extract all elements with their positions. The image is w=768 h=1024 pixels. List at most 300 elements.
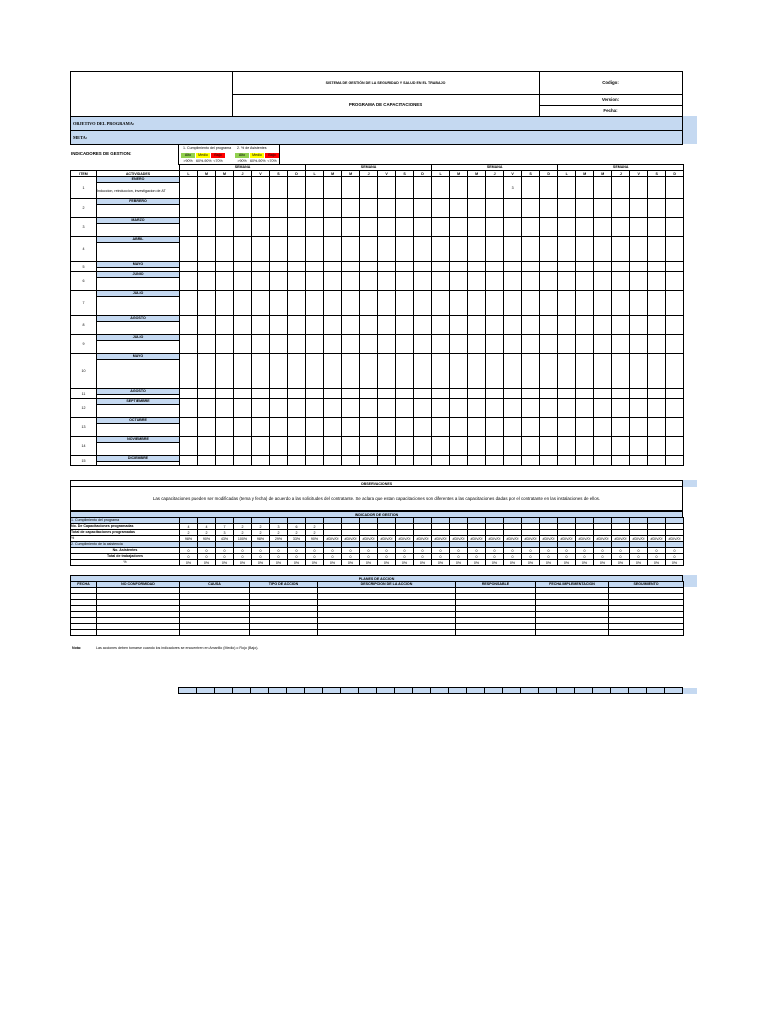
day-cell[interactable]	[630, 389, 648, 399]
day-cell[interactable]	[360, 335, 378, 354]
asist-value[interactable]: 0	[216, 548, 234, 554]
day-cell[interactable]	[360, 418, 378, 437]
day-cell[interactable]	[504, 272, 522, 291]
prog-value[interactable]: 3	[270, 524, 288, 530]
day-cell[interactable]	[288, 399, 306, 418]
day-cell[interactable]	[558, 389, 576, 399]
trab-value[interactable]: 0	[306, 554, 324, 560]
day-cell[interactable]	[666, 177, 684, 199]
day-cell[interactable]	[522, 389, 540, 399]
day-cell[interactable]	[558, 199, 576, 218]
day-cell[interactable]	[378, 291, 396, 316]
day-cell[interactable]	[648, 262, 666, 272]
day-cell[interactable]	[594, 199, 612, 218]
day-cell[interactable]	[270, 199, 288, 218]
day-cell[interactable]	[468, 399, 486, 418]
day-cell[interactable]	[396, 316, 414, 335]
day-cell[interactable]	[252, 218, 270, 237]
planes-cell[interactable]	[250, 630, 318, 636]
day-cell[interactable]	[306, 418, 324, 437]
day-cell[interactable]	[522, 272, 540, 291]
trab-value[interactable]: 0	[486, 554, 504, 560]
asist-value[interactable]: 0	[378, 548, 396, 554]
day-cell[interactable]	[630, 262, 648, 272]
trab-value[interactable]: 0	[576, 554, 594, 560]
day-cell[interactable]	[216, 262, 234, 272]
trab-value[interactable]: 0	[342, 554, 360, 560]
day-cell[interactable]	[648, 291, 666, 316]
day-cell[interactable]	[198, 437, 216, 456]
day-cell[interactable]	[234, 418, 252, 437]
day-cell[interactable]	[576, 316, 594, 335]
day-cell[interactable]	[378, 437, 396, 456]
day-cell[interactable]	[252, 272, 270, 291]
day-cell[interactable]	[198, 399, 216, 418]
day-cell[interactable]	[396, 335, 414, 354]
day-cell[interactable]	[342, 272, 360, 291]
activity-cell[interactable]	[97, 341, 180, 354]
day-cell[interactable]	[540, 272, 558, 291]
planes-cell[interactable]	[71, 630, 97, 636]
day-cell[interactable]	[468, 316, 486, 335]
asist-value[interactable]: 0	[324, 548, 342, 554]
day-cell[interactable]	[666, 399, 684, 418]
total-value[interactable]: 3	[216, 530, 234, 536]
day-cell[interactable]	[306, 199, 324, 218]
day-cell[interactable]	[306, 272, 324, 291]
day-cell[interactable]	[270, 218, 288, 237]
planes-cell[interactable]	[318, 630, 456, 636]
day-cell[interactable]	[558, 418, 576, 437]
total-value[interactable]: 2	[252, 530, 270, 536]
day-cell[interactable]	[612, 272, 630, 291]
day-cell[interactable]	[666, 291, 684, 316]
day-cell[interactable]	[630, 418, 648, 437]
asist-value[interactable]: 0	[522, 548, 540, 554]
day-cell[interactable]	[270, 437, 288, 456]
day-cell[interactable]	[648, 218, 666, 237]
day-cell[interactable]	[324, 291, 342, 316]
day-cell[interactable]	[216, 418, 234, 437]
asist-value[interactable]: 0	[252, 548, 270, 554]
day-cell[interactable]	[324, 335, 342, 354]
asist-value[interactable]: 0	[270, 548, 288, 554]
day-cell[interactable]	[252, 456, 270, 466]
day-cell[interactable]	[432, 262, 450, 272]
day-cell[interactable]	[522, 399, 540, 418]
day-cell[interactable]	[432, 316, 450, 335]
day-cell[interactable]	[216, 237, 234, 262]
day-cell[interactable]	[378, 199, 396, 218]
day-cell[interactable]	[504, 418, 522, 437]
day-cell[interactable]	[270, 316, 288, 335]
day-cell[interactable]	[360, 218, 378, 237]
trab-value[interactable]: 0	[198, 554, 216, 560]
day-cell[interactable]	[252, 335, 270, 354]
day-cell[interactable]	[450, 237, 468, 262]
day-cell[interactable]	[666, 237, 684, 262]
day-cell[interactable]	[414, 418, 432, 437]
asist-value[interactable]: 0	[360, 548, 378, 554]
day-cell[interactable]	[252, 418, 270, 437]
day-cell[interactable]	[468, 456, 486, 466]
prog-value[interactable]: 6	[288, 524, 306, 530]
day-cell[interactable]	[324, 237, 342, 262]
day-cell[interactable]	[450, 456, 468, 466]
day-cell[interactable]	[180, 316, 198, 335]
day-cell[interactable]	[396, 418, 414, 437]
day-cell[interactable]	[504, 291, 522, 316]
day-cell[interactable]	[306, 335, 324, 354]
day-cell[interactable]	[396, 354, 414, 389]
day-cell[interactable]	[486, 456, 504, 466]
day-cell[interactable]	[522, 262, 540, 272]
activity-cell[interactable]	[97, 443, 180, 456]
day-cell[interactable]	[252, 177, 270, 199]
day-cell[interactable]	[612, 218, 630, 237]
day-cell[interactable]	[450, 291, 468, 316]
prog-value[interactable]: 2	[252, 524, 270, 530]
day-cell[interactable]	[630, 399, 648, 418]
day-cell[interactable]	[432, 389, 450, 399]
day-cell[interactable]	[324, 354, 342, 389]
day-cell[interactable]	[198, 418, 216, 437]
day-cell[interactable]	[450, 218, 468, 237]
asist-value[interactable]: 0	[288, 548, 306, 554]
day-cell[interactable]	[234, 354, 252, 389]
trab-value[interactable]: 0	[504, 554, 522, 560]
day-cell[interactable]	[270, 262, 288, 272]
total-value[interactable]: 2	[288, 530, 306, 536]
day-cell[interactable]	[612, 399, 630, 418]
day-cell[interactable]	[576, 399, 594, 418]
day-cell[interactable]	[450, 262, 468, 272]
day-cell[interactable]	[540, 218, 558, 237]
prog-value[interactable]: 4	[198, 524, 216, 530]
day-cell[interactable]	[648, 335, 666, 354]
day-cell[interactable]	[342, 418, 360, 437]
day-cell[interactable]	[216, 218, 234, 237]
day-cell[interactable]	[414, 335, 432, 354]
day-cell[interactable]	[306, 237, 324, 262]
total-value[interactable]: 2	[270, 530, 288, 536]
day-cell[interactable]	[306, 389, 324, 399]
day-cell[interactable]	[216, 456, 234, 466]
day-cell[interactable]	[450, 389, 468, 399]
day-cell[interactable]	[432, 291, 450, 316]
day-cell[interactable]	[648, 354, 666, 389]
day-cell[interactable]	[414, 237, 432, 262]
day-cell[interactable]	[198, 335, 216, 354]
day-cell[interactable]	[180, 218, 198, 237]
activity-cell[interactable]	[97, 243, 180, 262]
day-cell[interactable]	[324, 418, 342, 437]
day-cell[interactable]	[360, 237, 378, 262]
day-cell[interactable]	[342, 354, 360, 389]
trab-value[interactable]: 0	[288, 554, 306, 560]
day-cell[interactable]	[234, 389, 252, 399]
asist-value[interactable]: 0	[306, 548, 324, 554]
day-cell[interactable]	[270, 456, 288, 466]
day-cell[interactable]	[576, 418, 594, 437]
day-cell[interactable]	[558, 272, 576, 291]
day-cell[interactable]	[198, 262, 216, 272]
activity-cell[interactable]	[97, 205, 180, 218]
day-cell[interactable]	[378, 399, 396, 418]
trab-value[interactable]: 0	[270, 554, 288, 560]
trab-value[interactable]: 0	[540, 554, 558, 560]
day-cell[interactable]	[486, 218, 504, 237]
day-cell[interactable]	[468, 237, 486, 262]
day-cell[interactable]	[252, 389, 270, 399]
activity-cell[interactable]	[97, 360, 180, 389]
day-cell[interactable]	[504, 262, 522, 272]
trab-value[interactable]: 0	[558, 554, 576, 560]
day-cell[interactable]	[504, 218, 522, 237]
day-cell[interactable]	[378, 354, 396, 389]
day-cell[interactable]	[432, 456, 450, 466]
planes-cell[interactable]	[456, 630, 536, 636]
day-cell[interactable]	[198, 218, 216, 237]
day-cell[interactable]	[612, 316, 630, 335]
prog-value[interactable]: 2	[306, 524, 324, 530]
day-cell[interactable]	[360, 177, 378, 199]
activity-cell[interactable]	[97, 224, 180, 237]
day-cell[interactable]	[468, 354, 486, 389]
day-cell[interactable]	[288, 354, 306, 389]
day-cell[interactable]	[414, 272, 432, 291]
day-cell[interactable]	[288, 291, 306, 316]
trab-value[interactable]: 0	[414, 554, 432, 560]
day-cell[interactable]	[324, 456, 342, 466]
day-cell[interactable]	[666, 272, 684, 291]
day-cell[interactable]	[450, 272, 468, 291]
day-cell[interactable]	[450, 418, 468, 437]
trab-value[interactable]: 0	[180, 554, 198, 560]
day-cell[interactable]	[324, 316, 342, 335]
day-cell[interactable]	[414, 316, 432, 335]
day-cell[interactable]	[486, 354, 504, 389]
day-cell[interactable]	[504, 237, 522, 262]
day-cell[interactable]	[360, 272, 378, 291]
day-cell[interactable]	[414, 389, 432, 399]
day-cell[interactable]	[558, 291, 576, 316]
day-cell[interactable]	[468, 177, 486, 199]
asist-value[interactable]: 0	[450, 548, 468, 554]
day-cell[interactable]	[360, 399, 378, 418]
day-cell[interactable]	[378, 456, 396, 466]
trab-value[interactable]: 0	[666, 554, 684, 560]
day-cell[interactable]	[360, 354, 378, 389]
day-cell[interactable]	[486, 389, 504, 399]
day-cell[interactable]	[396, 291, 414, 316]
day-cell[interactable]	[198, 237, 216, 262]
day-cell[interactable]	[180, 399, 198, 418]
day-cell[interactable]	[306, 177, 324, 199]
day-cell[interactable]	[612, 354, 630, 389]
trab-value[interactable]: 0	[522, 554, 540, 560]
day-cell[interactable]	[612, 335, 630, 354]
day-cell[interactable]	[288, 335, 306, 354]
day-cell[interactable]	[432, 237, 450, 262]
day-cell[interactable]	[252, 199, 270, 218]
activity-cell[interactable]	[97, 278, 180, 291]
day-cell[interactable]	[468, 262, 486, 272]
day-cell[interactable]	[540, 199, 558, 218]
day-cell[interactable]	[558, 354, 576, 389]
activity-cell[interactable]	[97, 297, 180, 316]
day-cell[interactable]	[540, 437, 558, 456]
day-cell[interactable]	[648, 199, 666, 218]
day-cell[interactable]	[486, 316, 504, 335]
day-cell[interactable]	[630, 237, 648, 262]
trab-value[interactable]: 0	[468, 554, 486, 560]
day-cell[interactable]	[360, 389, 378, 399]
day-cell[interactable]	[180, 354, 198, 389]
day-cell[interactable]	[342, 335, 360, 354]
day-cell[interactable]	[270, 399, 288, 418]
day-cell[interactable]	[450, 437, 468, 456]
day-cell[interactable]	[486, 335, 504, 354]
day-cell[interactable]	[540, 291, 558, 316]
day-cell[interactable]	[468, 218, 486, 237]
day-cell[interactable]	[234, 272, 252, 291]
day-cell[interactable]	[522, 354, 540, 389]
day-cell[interactable]	[486, 418, 504, 437]
day-cell[interactable]	[432, 272, 450, 291]
day-cell[interactable]	[180, 389, 198, 399]
day-cell[interactable]	[216, 354, 234, 389]
day-cell[interactable]	[198, 354, 216, 389]
asist-value[interactable]: 0	[666, 548, 684, 554]
asist-value[interactable]: 0	[648, 548, 666, 554]
asist-value[interactable]: 0	[630, 548, 648, 554]
day-cell[interactable]	[306, 437, 324, 456]
activity-cell[interactable]	[97, 462, 180, 466]
day-cell[interactable]	[414, 177, 432, 199]
day-cell[interactable]	[198, 389, 216, 399]
day-cell[interactable]	[414, 437, 432, 456]
day-cell[interactable]	[180, 456, 198, 466]
day-cell[interactable]	[630, 456, 648, 466]
day-cell[interactable]	[576, 262, 594, 272]
day-cell[interactable]	[612, 237, 630, 262]
planes-cell[interactable]	[97, 630, 180, 636]
day-cell[interactable]	[594, 316, 612, 335]
day-cell[interactable]	[378, 272, 396, 291]
day-cell[interactable]	[594, 272, 612, 291]
day-cell[interactable]	[558, 237, 576, 262]
day-cell[interactable]	[558, 456, 576, 466]
day-cell[interactable]	[666, 335, 684, 354]
day-cell[interactable]	[324, 399, 342, 418]
total-value[interactable]: 2	[234, 530, 252, 536]
day-cell[interactable]	[216, 335, 234, 354]
day-cell[interactable]	[594, 389, 612, 399]
total-value[interactable]: 2	[306, 530, 324, 536]
day-cell[interactable]	[576, 437, 594, 456]
day-cell[interactable]	[630, 437, 648, 456]
day-cell[interactable]	[504, 199, 522, 218]
day-cell[interactable]	[324, 272, 342, 291]
day-cell[interactable]	[270, 418, 288, 437]
trab-value[interactable]: 0	[450, 554, 468, 560]
asist-value[interactable]: 0	[198, 548, 216, 554]
day-cell[interactable]	[522, 218, 540, 237]
day-cell[interactable]	[594, 354, 612, 389]
day-cell[interactable]	[360, 291, 378, 316]
day-cell[interactable]	[612, 262, 630, 272]
day-cell[interactable]	[288, 237, 306, 262]
day-cell[interactable]	[198, 316, 216, 335]
day-cell[interactable]	[396, 262, 414, 272]
day-cell[interactable]	[630, 316, 648, 335]
day-cell[interactable]	[540, 237, 558, 262]
day-cell[interactable]	[486, 177, 504, 199]
day-cell[interactable]	[342, 456, 360, 466]
day-cell[interactable]	[432, 437, 450, 456]
day-cell[interactable]	[630, 272, 648, 291]
day-cell[interactable]	[342, 399, 360, 418]
day-cell[interactable]	[378, 316, 396, 335]
day-cell[interactable]	[648, 456, 666, 466]
day-cell[interactable]	[486, 272, 504, 291]
day-cell[interactable]	[396, 399, 414, 418]
day-cell[interactable]	[198, 291, 216, 316]
planes-cell[interactable]	[536, 630, 609, 636]
day-cell[interactable]	[666, 316, 684, 335]
day-cell[interactable]	[306, 316, 324, 335]
day-cell[interactable]	[558, 177, 576, 199]
trab-value[interactable]: 0	[378, 554, 396, 560]
day-cell[interactable]	[666, 437, 684, 456]
day-cell[interactable]	[252, 354, 270, 389]
trab-value[interactable]: 0	[594, 554, 612, 560]
day-cell[interactable]	[414, 456, 432, 466]
day-cell[interactable]	[468, 199, 486, 218]
day-cell[interactable]	[180, 437, 198, 456]
day-cell[interactable]	[486, 399, 504, 418]
day-cell[interactable]	[612, 418, 630, 437]
day-cell[interactable]	[360, 456, 378, 466]
day-cell[interactable]	[252, 316, 270, 335]
asist-value[interactable]: 0	[414, 548, 432, 554]
day-cell[interactable]	[648, 237, 666, 262]
day-cell[interactable]	[234, 177, 252, 199]
day-cell[interactable]	[432, 218, 450, 237]
day-cell[interactable]	[468, 437, 486, 456]
day-cell[interactable]	[270, 237, 288, 262]
prog-value[interactable]: 2	[234, 524, 252, 530]
day-cell[interactable]	[666, 418, 684, 437]
day-cell[interactable]	[648, 272, 666, 291]
day-cell[interactable]	[540, 389, 558, 399]
day-cell[interactable]	[396, 389, 414, 399]
day-cell[interactable]	[612, 199, 630, 218]
day-cell[interactable]	[396, 456, 414, 466]
day-cell[interactable]	[414, 199, 432, 218]
day-cell[interactable]	[342, 237, 360, 262]
day-cell[interactable]	[378, 218, 396, 237]
day-cell[interactable]	[324, 177, 342, 199]
day-cell[interactable]	[612, 389, 630, 399]
day-cell[interactable]	[306, 291, 324, 316]
day-cell[interactable]	[594, 262, 612, 272]
day-cell[interactable]	[342, 199, 360, 218]
day-cell[interactable]	[288, 418, 306, 437]
day-cell[interactable]	[342, 177, 360, 199]
day-cell[interactable]	[360, 262, 378, 272]
